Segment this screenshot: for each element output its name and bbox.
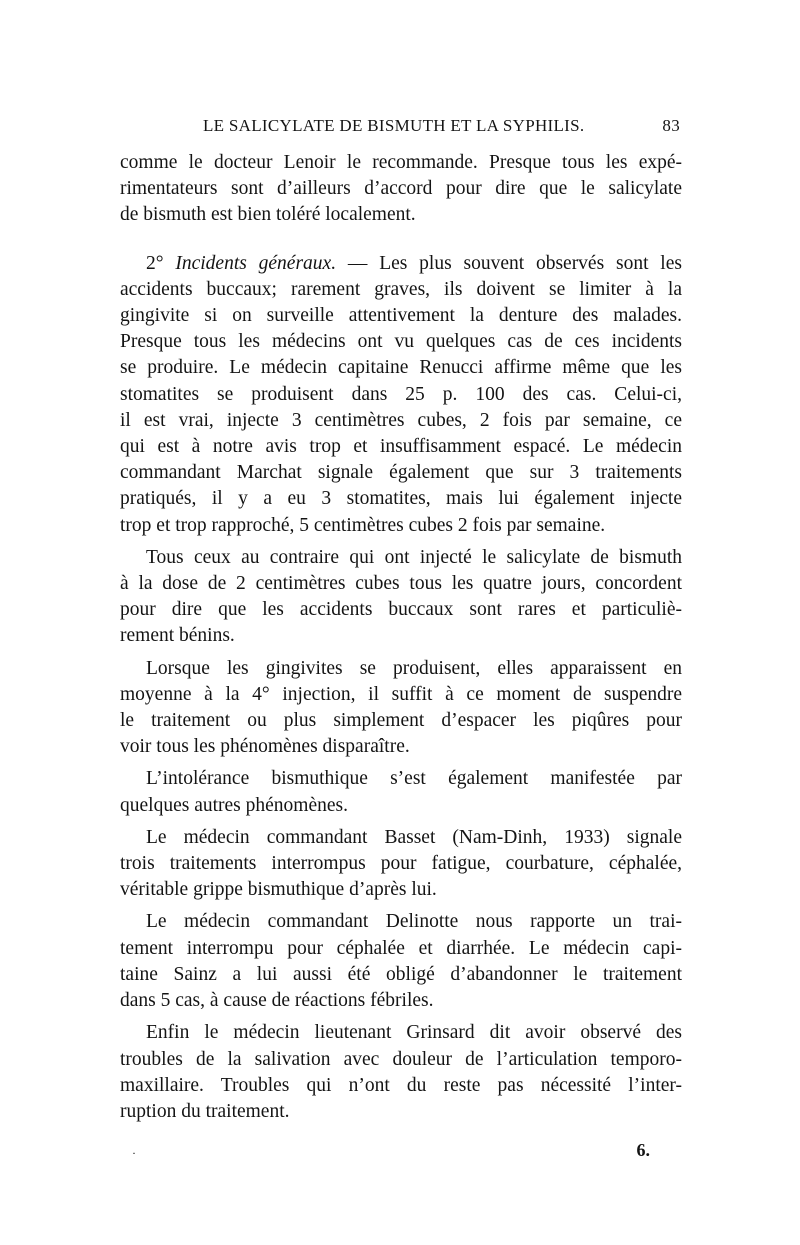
section-heading: Incidents généraux.: [175, 252, 337, 274]
text-line: pour dire que les accidents buccaux sont rares et particuliè-: [120, 599, 682, 621]
text-line: gingivite si on surveille attentivement la denture des malades.: [120, 305, 682, 327]
text-line: véritable grippe bismuthique d’après lui.: [120, 879, 437, 901]
text-line: maxillaire. Troubles qui n’ont du reste pas nécessité l’inter-: [120, 1074, 682, 1096]
text-line: Lorsque les gingivites se produisent, elles apparaissent en: [146, 657, 682, 679]
text-line: commandant Marchat signale également que sur 3 traitements: [120, 462, 682, 484]
text-line: rimentateurs sont d’ailleurs d’accord pour dire que le salicylate: [120, 178, 682, 200]
text-line: troubles de la salivation avec douleur de l’articulation temporo-: [120, 1048, 682, 1070]
text-line: [120, 251, 682, 277]
text-line: accidents buccaux; rarement graves, ils doivent se limiter à la: [120, 278, 682, 300]
text-line: trop et trop rapproché, 5 centimètres cubes 2 fois par semaine.: [120, 514, 606, 536]
text-line: dans 5 cas, à cause de réactions fébriles.: [120, 990, 434, 1012]
text-line: qui est à notre avis trop et insuffisamment espacé. Le médecin: [120, 436, 682, 458]
text-line: Tous ceux au contraire qui ont injecté le salicylate de bismuth: [146, 546, 682, 568]
text-line: taine Sainz a lui aussi été obligé d’abandonner le traitement: [120, 963, 682, 985]
signature-mark: 6.: [636, 1140, 650, 1160]
text-line: le traitement ou plus simplement d’espacer les piqûres pour: [120, 710, 682, 732]
paragraph-2: [120, 251, 682, 539]
text-line: Le médecin commandant Delinotte nous rapporte un trai-: [146, 911, 682, 933]
text-line: voir tous les phénomènes disparaître.: [120, 736, 410, 758]
paragraph-6: [120, 825, 682, 904]
paragraph-7: [120, 909, 682, 1014]
paragraph-4: [120, 656, 682, 761]
signature-line: [120, 1140, 650, 1164]
paragraph-8: [120, 1020, 682, 1125]
text-line: stomatites se produisent dans 25 p. 100 des cas. Celui-ci,: [120, 383, 682, 405]
text-line: ruption du traitement.: [120, 1100, 290, 1122]
text-line: Le médecin commandant Basset (Nam-Dinh, 1933) signale: [146, 826, 682, 848]
paragraph-1: [120, 150, 682, 229]
running-head: [120, 116, 680, 142]
paragraph-5: [120, 766, 682, 818]
text-fragment: — Les plus souvent observés sont les: [336, 252, 682, 274]
text-line: Presque tous les médecins ont vu quelques cas de ces incidents: [120, 331, 682, 353]
text-line: il est vrai, injecte 3 centimètres cubes, 2 fois par semaine, ce: [120, 409, 682, 431]
page-number: 83: [662, 116, 680, 135]
text-line: quelques autres phénomènes.: [120, 794, 348, 816]
text-line: Enfin le médecin lieutenant Grinsard dit avoir observé des: [146, 1022, 682, 1044]
text-line: trois traitements interrompus pour fatigue, courbature, céphalée,: [120, 853, 682, 875]
running-head-title: LE SALICYLATE DE BISMUTH ET LA SYPHILIS.: [203, 116, 585, 135]
section-number: 2°: [146, 252, 176, 274]
stray-dot: ·: [132, 1146, 136, 1160]
text-line: moyenne à la 4° injection, il suffit à ce moment de suspendre: [120, 683, 682, 705]
text-line: pratiqués, il y a eu 3 stomatites, mais lui également injecte: [120, 488, 682, 510]
text-line: de bismuth est bien toléré localement.: [120, 204, 416, 226]
body-text: [120, 150, 682, 1125]
text-line: à la dose de 2 centimètres cubes tous les quatre jours, concordent: [120, 573, 682, 595]
text-line: se produire. Le médecin capitaine Renucci affirme même que les: [120, 357, 682, 379]
text-line: L’intolérance bismuthique s’est également manifestée par: [146, 768, 682, 790]
text-line: comme le docteur Lenoir le recommande. Presque tous les expé-: [120, 152, 682, 173]
text-line: rement bénins.: [120, 625, 235, 647]
text-line: tement interrompu pour céphalée et diarrhée. Le médecin capi-: [120, 937, 682, 959]
paragraph-3: [120, 545, 682, 650]
